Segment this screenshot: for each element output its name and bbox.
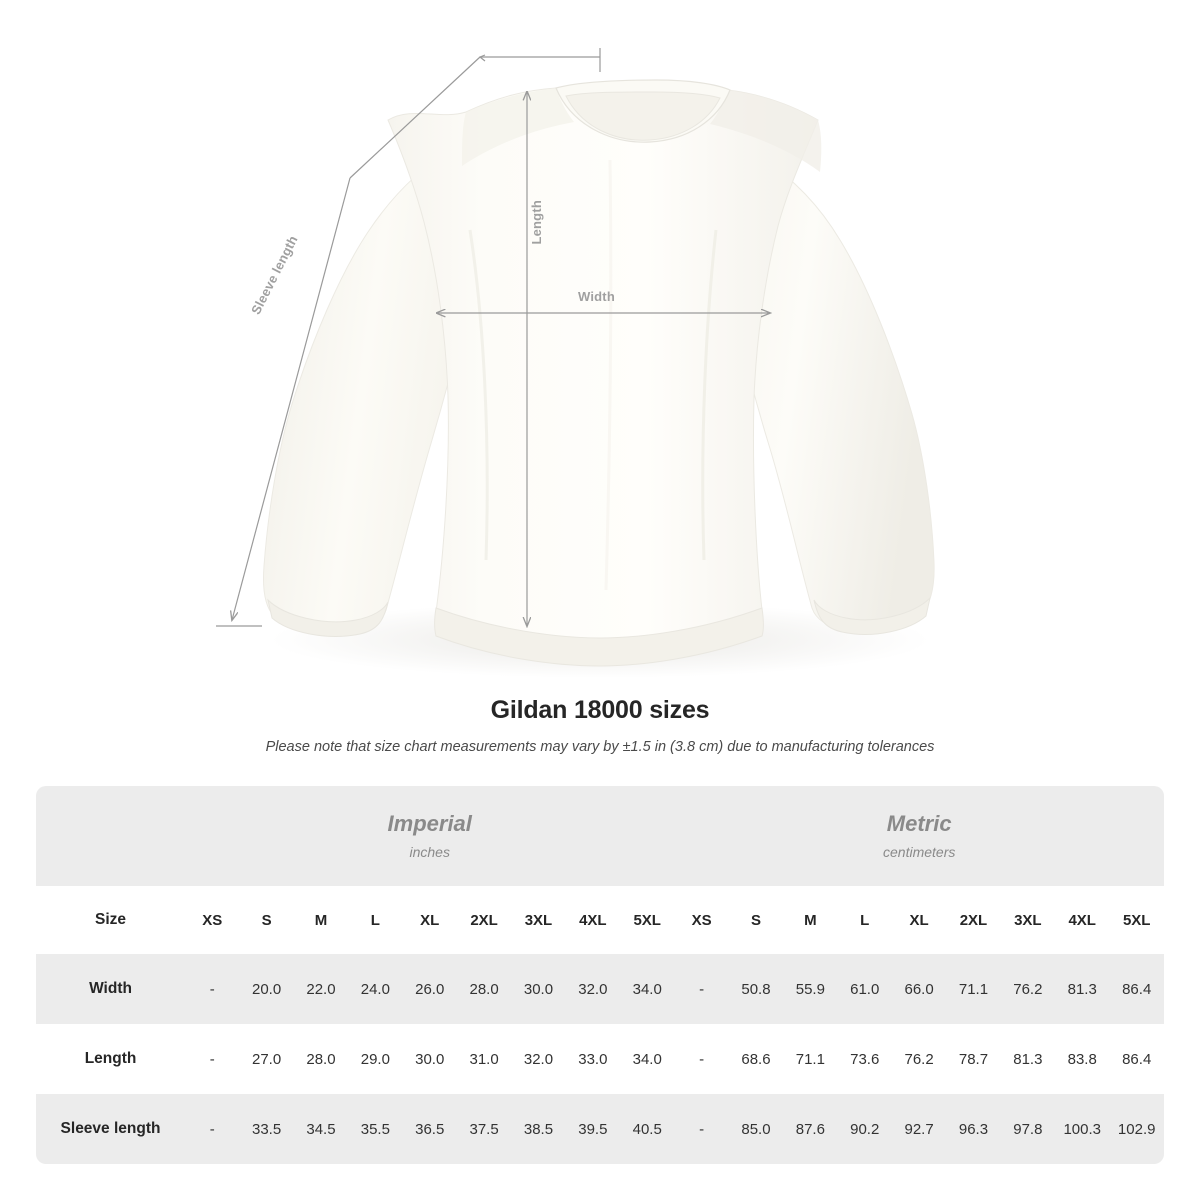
cell: 39.5: [566, 1094, 620, 1164]
cell: 102.9: [1109, 1094, 1164, 1164]
cell: 86.4: [1122, 1050, 1152, 1068]
size-col-imperial-xs: XS: [185, 886, 239, 954]
metric-name: Metric: [886, 810, 952, 836]
page-title: Gildan 18000 sizes: [490, 696, 710, 724]
cell: -: [185, 954, 239, 1024]
size-header-cell: Size: [36, 886, 185, 954]
cell: 33.5: [239, 1094, 293, 1164]
cell: 36.5: [403, 1094, 457, 1164]
cell: 27.0: [251, 1050, 282, 1068]
cell: 71.1: [795, 1050, 825, 1068]
unit-header-spacer: [36, 786, 185, 886]
cell: -: [185, 1094, 239, 1164]
cell: 35.5: [348, 1094, 402, 1164]
cell: 71.1: [946, 954, 1000, 1024]
size-col-metric-l: L: [838, 886, 892, 954]
size-chart-table: [36, 786, 1164, 1164]
cell: -: [699, 1050, 705, 1068]
size-col-metric-xl: XL: [892, 886, 946, 954]
cell: 34.0: [632, 1050, 662, 1068]
width-label: Width: [578, 289, 615, 304]
metric-sub: centimeters: [883, 844, 956, 861]
size-col-imperial-5xl: 5XL: [620, 886, 674, 954]
unit-header-row: [36, 786, 1164, 886]
cell: 30.0: [415, 1050, 445, 1068]
cell: 34.5: [294, 1094, 348, 1164]
row-label-length: Length: [84, 1050, 137, 1067]
cell: 66.0: [892, 954, 946, 1024]
cell: 76.2: [1001, 954, 1055, 1024]
table-row: [36, 1024, 1164, 1094]
cell: 20.0: [239, 954, 293, 1024]
cell: 40.5: [620, 1094, 674, 1164]
cell: 92.7: [892, 1094, 946, 1164]
cell: 26.0: [403, 954, 457, 1024]
tolerance-note: Please note that size chart measurements may vary by ±1.5 in (3.8 cm) due to manufacturing tolerances: [265, 739, 935, 755]
cell: 50.8: [729, 954, 783, 1024]
cell: 30.0: [511, 954, 565, 1024]
title-block: [0, 696, 1200, 755]
cell: 78.7: [958, 1050, 989, 1068]
cell: 68.6: [741, 1050, 771, 1068]
size-table-wrapper: [36, 786, 1164, 1164]
cell: 90.2: [838, 1094, 892, 1164]
size-col-imperial-2xl: 2XL: [457, 886, 511, 954]
cell: 24.0: [348, 954, 402, 1024]
cell: 28.0: [457, 954, 511, 1024]
cell: 37.5: [457, 1094, 511, 1164]
cell: 34.0: [620, 954, 674, 1024]
size-col-metric-3xl: 3XL: [1001, 886, 1055, 954]
table-row: [36, 1094, 1164, 1164]
cell: 32.0: [566, 954, 620, 1024]
size-col-metric-xs: XS: [674, 886, 728, 954]
cell: -: [209, 1050, 215, 1068]
size-col-imperial-l: L: [348, 886, 402, 954]
cell: 81.3: [1055, 954, 1109, 1024]
size-col-metric-m: M: [783, 886, 837, 954]
cell: 96.3: [946, 1094, 1000, 1164]
cell: 22.0: [294, 954, 348, 1024]
cell: -: [674, 954, 728, 1024]
size-col-metric-4xl: 4XL: [1055, 886, 1109, 954]
cell: 97.8: [1001, 1094, 1055, 1164]
cell: 29.0: [360, 1050, 390, 1068]
cell: 86.4: [1109, 954, 1164, 1024]
imperial-sub: inches: [409, 844, 450, 861]
size-col-imperial-s: S: [239, 886, 293, 954]
row-label-sleeve-length: Sleeve length: [36, 1094, 185, 1164]
cell: 33.0: [578, 1050, 608, 1068]
size-col-imperial-3xl: 3XL: [511, 886, 565, 954]
cell: 31.0: [469, 1050, 499, 1068]
cell: 32.0: [523, 1050, 554, 1068]
cell: 28.0: [306, 1050, 336, 1068]
sleeve-length-label: Sleeve length: [248, 232, 301, 317]
size-col-metric-2xl: 2XL: [946, 886, 1000, 954]
size-col-metric-5xl: 5XL: [1109, 886, 1164, 954]
cell: 85.0: [729, 1094, 783, 1164]
cell: 83.8: [1067, 1050, 1097, 1068]
size-col-metric-s: S: [729, 886, 783, 954]
size-col-imperial-m: M: [294, 886, 348, 954]
length-label: Length: [529, 200, 544, 245]
size-col-imperial-4xl: 4XL: [566, 886, 620, 954]
cell: 38.5: [511, 1094, 565, 1164]
imperial-name: Imperial: [387, 810, 472, 836]
cell: 55.9: [783, 954, 837, 1024]
cell: 100.3: [1055, 1094, 1109, 1164]
size-col-imperial-xl: XL: [403, 886, 457, 954]
cell: 61.0: [838, 954, 892, 1024]
unit-header-metric: [674, 786, 1164, 886]
size-header-row: [36, 886, 1164, 954]
cell: 73.6: [850, 1050, 880, 1068]
cell: 81.3: [1013, 1050, 1043, 1068]
unit-header-imperial: [185, 786, 674, 886]
cell: 87.6: [783, 1094, 837, 1164]
table-row: [36, 954, 1164, 1024]
row-label-width: Width: [36, 954, 185, 1024]
cell: 76.2: [904, 1050, 934, 1068]
cell: -: [674, 1094, 728, 1164]
